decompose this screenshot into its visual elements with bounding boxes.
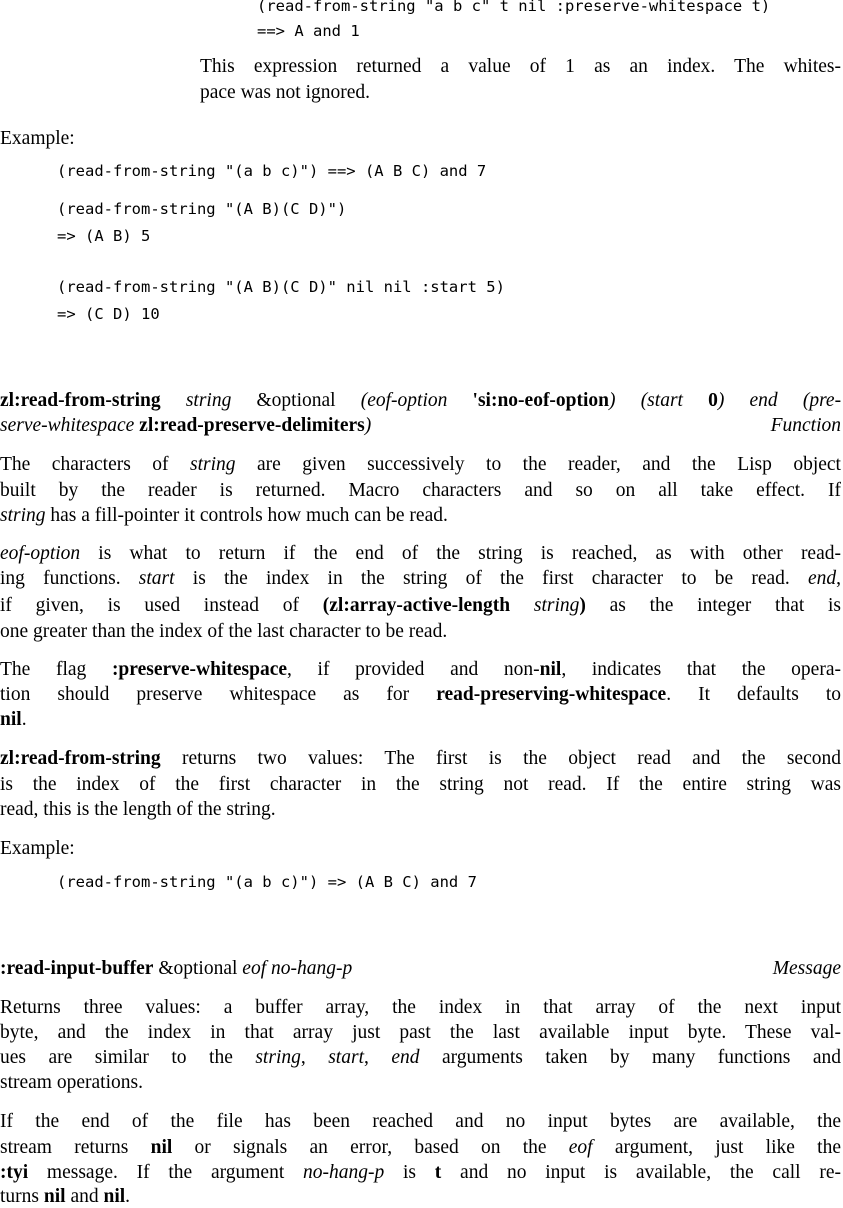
code-line: ==> A and 1 xyxy=(257,22,360,40)
text: are given successively to the reader, and the Lisp object xyxy=(235,454,841,475)
text: The flag xyxy=(0,659,112,680)
text: string xyxy=(190,454,236,475)
text: returns two values: The first is the object read and the second xyxy=(160,748,841,769)
optional-keyword: &optional xyxy=(256,390,336,411)
text: start xyxy=(328,1047,364,1068)
optional-keyword: &optional xyxy=(158,958,238,979)
entry-kind: Function xyxy=(770,415,841,436)
text: tion should preserve whitespace as for xyxy=(0,684,437,705)
paragraph-line: is the index of the first character in the string not read. If the entire string was xyxy=(0,774,841,795)
text: :preserve-whitespace xyxy=(111,659,288,680)
text: eof xyxy=(568,1137,593,1158)
paragraph-line: built by the reader is returned. Macro characters and so on all take effect. If xyxy=(0,480,841,501)
paragraph-line xyxy=(0,1046,841,1070)
entry-kind: Message xyxy=(772,958,841,979)
paragraph-line: read, this is the length of the string. xyxy=(0,799,276,820)
text: start xyxy=(138,568,175,589)
text: nil xyxy=(539,659,562,680)
function-name: zl:read-from-string xyxy=(0,390,161,411)
text: string xyxy=(0,505,46,526)
text: . xyxy=(21,709,27,730)
text: . It defaults to xyxy=(666,684,841,705)
text: is xyxy=(384,1162,435,1183)
text: message. If the argument xyxy=(28,1162,303,1183)
code-line: (read-from-string "(a b c)") => (A B C) and 7 xyxy=(57,873,477,891)
text: stream returns xyxy=(0,1137,151,1158)
text: if given, is used instead of xyxy=(0,595,323,616)
text: or signals an error, based on the xyxy=(172,1137,569,1158)
paragraph-line: stream operations. xyxy=(0,1072,143,1093)
default-start: 0 xyxy=(708,390,718,411)
text: string xyxy=(255,1047,301,1068)
text: nil xyxy=(0,709,22,730)
paragraph-line xyxy=(0,1161,841,1185)
text: end xyxy=(391,1047,420,1068)
arg-preserve-whitespace: serve-whitespace xyxy=(0,415,135,436)
text: argument, just like the xyxy=(592,1137,841,1158)
paragraph-line: byte, and the index in that array just past the last available input byte. These val- xyxy=(0,1022,841,1043)
text: is what to return if the end of the string is reached, as with other read- xyxy=(80,543,841,564)
arg-end: end xyxy=(749,390,778,411)
example-label: Example: xyxy=(0,838,75,859)
text: ues are similar to the xyxy=(0,1047,256,1068)
text: t xyxy=(434,1162,442,1183)
code-line: => (A B) 5 xyxy=(57,227,151,245)
text: and xyxy=(65,1186,104,1207)
text: and no input is available, the call re- xyxy=(441,1162,841,1183)
message-name: :read-input-buffer xyxy=(0,958,154,979)
paren: ) xyxy=(609,390,616,411)
message-signature xyxy=(0,957,352,981)
default-eof-option: 'si:no-eof-option xyxy=(472,390,610,411)
paragraph-line xyxy=(0,504,448,528)
text: ) xyxy=(579,595,586,616)
text: (zl:array-active-length xyxy=(322,595,511,616)
text: read-preserving-whitespace xyxy=(436,684,667,705)
message-args: eof no-hang-p xyxy=(242,958,353,979)
text: is the index in the string of the first character to be read. xyxy=(174,568,808,589)
text: turns xyxy=(0,1186,44,1207)
arg-preserve-whitespace: (pre- xyxy=(802,390,842,411)
paragraph-line xyxy=(0,542,841,566)
paragraph-line: one greater than the index of the last character to be read. xyxy=(0,621,448,642)
arg-start: (start xyxy=(640,390,683,411)
code-line: (read-from-string "(A B)(C D)") xyxy=(57,200,347,218)
text: end xyxy=(807,568,837,589)
text: , xyxy=(836,568,841,589)
text: nil xyxy=(150,1137,173,1158)
text: as the integer that is xyxy=(585,595,842,616)
text: , indicates that the opera- xyxy=(561,659,841,680)
paragraph-line xyxy=(0,658,841,682)
text: zl:read-from-string xyxy=(0,748,161,769)
paragraph-line xyxy=(0,683,841,707)
paren: ) xyxy=(717,390,725,411)
arg-eof-option: (eof-option xyxy=(360,390,448,411)
default-preserve-whitespace: zl:read-preserve-delimiters xyxy=(139,415,365,436)
code-line: (read-from-string "(A B)(C D)" nil nil :start 5) xyxy=(57,278,505,296)
paragraph-line xyxy=(0,1136,841,1160)
code-line: => (C D) 10 xyxy=(57,305,160,323)
text: . xyxy=(125,1186,131,1207)
function-signature-cont xyxy=(0,414,371,438)
paragraph-line xyxy=(0,1186,130,1208)
paragraph-line xyxy=(0,747,841,771)
text: no-hang-p xyxy=(303,1162,385,1183)
text: :tyi xyxy=(0,1162,29,1183)
text: ing functions. xyxy=(0,568,139,589)
paragraph-line: If the end of the file has been reached and no input bytes are available, the xyxy=(0,1111,841,1132)
paren: ) xyxy=(364,415,372,436)
code-line: (read-from-string "(a b c)") ==> (A B C) and 7 xyxy=(57,162,487,180)
text: arguments taken by many functions and xyxy=(419,1047,842,1068)
arg-string: string xyxy=(185,390,232,411)
text: eof-option xyxy=(0,543,81,564)
text: , xyxy=(300,1047,329,1068)
code-line: (read-from-string "a b c" t nil :preserve-whitespace t) xyxy=(257,0,771,15)
example-label: Example: xyxy=(0,128,75,149)
paragraph-line xyxy=(0,708,27,732)
text: , if provided and non- xyxy=(287,659,540,680)
note-line: This expression returned a value of 1 as an index. The whites- xyxy=(200,56,841,77)
paragraph-line xyxy=(0,453,841,477)
paragraph-line: Returns three values: a buffer array, the index in that array of the next input xyxy=(0,997,841,1018)
text: has a fill-pointer it controls how much can be read. xyxy=(45,505,448,526)
note-line: pace was not ignored. xyxy=(200,82,371,103)
paragraph-line xyxy=(0,594,841,618)
text: nil xyxy=(43,1186,66,1207)
paragraph-line xyxy=(0,567,841,591)
text: , xyxy=(363,1047,392,1068)
text: nil xyxy=(103,1186,126,1207)
function-signature xyxy=(0,389,841,413)
text: string xyxy=(533,595,580,616)
text: The characters of xyxy=(0,454,191,475)
